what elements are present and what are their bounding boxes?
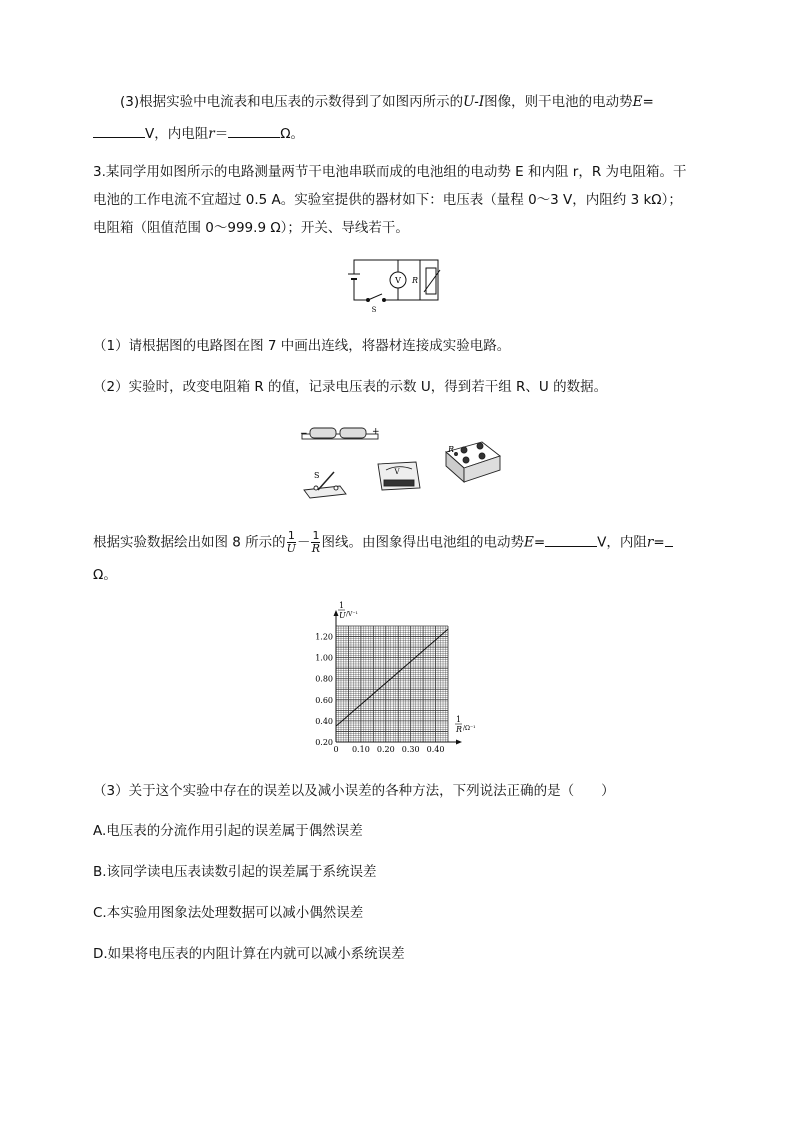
answer-blank-fit-r[interactable] — [665, 532, 673, 547]
circuit-wire — [354, 290, 368, 300]
unit-v: V，内阻 — [597, 534, 647, 551]
y-tick-label: 0.60 — [315, 695, 333, 705]
prev-part3-line2 — [93, 123, 304, 144]
chart-axis-labels — [338, 601, 476, 734]
q3-fit-line — [93, 530, 673, 555]
frac-dash: － — [296, 534, 311, 551]
y-tick-label: 0.20 — [315, 738, 333, 747]
y-tick-label: 1.00 — [315, 653, 333, 663]
y-label-unit: /V⁻¹ — [346, 611, 358, 618]
answer-blank-fit-emf[interactable] — [545, 532, 597, 547]
linear-fit-chart — [296, 602, 496, 762]
prev-part3-line1 — [120, 92, 654, 112]
battery-cell — [310, 428, 336, 438]
y-axis-arrow — [334, 610, 339, 616]
x-tick-label: 0.30 — [401, 745, 420, 754]
resistor-box-symbol — [426, 268, 436, 294]
x-label-num: 1 — [456, 715, 462, 724]
plus-label: + — [372, 427, 380, 437]
unit-v: V，内电阻 — [145, 126, 209, 142]
y-label-num: 1 — [339, 601, 345, 610]
q3-line2: 电池的工作电流不宜超过 0.5 A。实验室提供的器材如下：电压表（量程 0～3 V，内阻约 3 kΩ）； — [93, 192, 682, 208]
x-label-den: R — [456, 725, 463, 734]
equals: = — [653, 534, 665, 551]
y-label-den: U — [339, 611, 346, 620]
q3-line1: 3.某同学用如图所示的电路测量两节干电池串联而成的电池组的电动势 E 和内阻 r，R 为电阻箱。干 — [93, 164, 687, 180]
answer-blank-emf[interactable] — [93, 123, 145, 138]
resistor-label: R — [411, 276, 419, 285]
frac-num: 1 — [312, 529, 320, 542]
q3-line3: 电阻箱（阻值范围 0～999.9 Ω）；开关、导线若干。 — [93, 220, 409, 236]
ui-symbol: U-I — [463, 94, 485, 110]
frac-num: 1 — [287, 529, 295, 542]
minus-label: − — [300, 429, 308, 439]
voltmeter-terminals — [384, 480, 414, 486]
x-tick-label: 0 — [333, 745, 339, 754]
equals: = — [533, 534, 546, 551]
emf-symbol: E — [523, 534, 534, 551]
option-c[interactable]: C.本实验用图象法处理数据可以减小偶然误差 — [93, 905, 364, 921]
equals: ＝ — [214, 126, 229, 142]
equipment-illustration — [296, 424, 506, 502]
option-a[interactable]: A.电压表的分流作用引起的误差属于偶然误差 — [93, 823, 363, 839]
r-symbol: r — [646, 534, 654, 551]
x-label-unit: /Ω⁻¹ — [463, 725, 476, 732]
q3-part1: （1）请根据图的电路图在图 7 中画出连线，将器材连接成实验电路。 — [93, 338, 511, 354]
x-tick-label: 0.10 — [351, 745, 370, 754]
q3-part2: （2）实验时，改变电阻箱 R 的值，记录电压表的示数 U，得到若干组 R、U 的数据。 — [93, 379, 608, 395]
x-tick-label: 0.40 — [426, 745, 445, 754]
x-axis-arrow — [456, 740, 462, 745]
fit-line-prefix: 根据实验数据绘出如图 8 所示的 — [93, 534, 286, 551]
switch-base — [304, 486, 346, 498]
voltmeter-label: V — [395, 276, 401, 285]
y-tick-label: 1.20 — [315, 632, 333, 642]
switch-label: S — [371, 306, 377, 314]
unit-ohm: Ω。 — [280, 126, 305, 142]
fit-line-mid: 图线。由图象得出电池组的电动势 — [321, 534, 524, 551]
q3-part3: （3）关于这个实验中存在的误差以及减小误差的各种方法，下列说法正确的是（ ） — [93, 783, 615, 799]
equip-switch-label: S — [314, 471, 320, 480]
frac-den: R — [311, 542, 321, 555]
y-tick-label: 0.80 — [315, 674, 333, 684]
equip-box-label: R — [448, 445, 455, 454]
y-tick-label: 0.40 — [315, 716, 333, 726]
x-tick-label: 0.20 — [376, 745, 395, 754]
prev-part3-text-mid: 图像，则干电池的电动势 — [484, 94, 633, 110]
q3-ohm-line: Ω。 — [93, 567, 117, 583]
fraction-1-over-u — [287, 530, 296, 555]
circuit-diagram — [340, 252, 450, 312]
r-symbol: r — [208, 126, 215, 142]
frac-den: U — [286, 542, 296, 555]
battery-cell — [340, 428, 366, 438]
prev-part3-text: (3)根据实验中电流表和电压表的示数得到了如图丙所示的 — [120, 94, 464, 110]
equip-meter-label: V — [394, 468, 400, 476]
answer-blank-r[interactable] — [228, 123, 280, 138]
emf-symbol: E — [632, 94, 643, 110]
equals: = — [642, 94, 654, 110]
fit-line — [336, 629, 448, 726]
chart-series — [336, 629, 448, 726]
option-d[interactable]: D.如果将电压表的内阻计算在内就可以减小系统误差 — [93, 946, 405, 962]
fraction-1-over-r — [311, 530, 320, 555]
resistor-box-knob — [461, 447, 467, 453]
option-b[interactable]: B.该同学读电压表读数引起的误差属于系统误差 — [93, 864, 377, 880]
switch-lever — [368, 294, 382, 300]
